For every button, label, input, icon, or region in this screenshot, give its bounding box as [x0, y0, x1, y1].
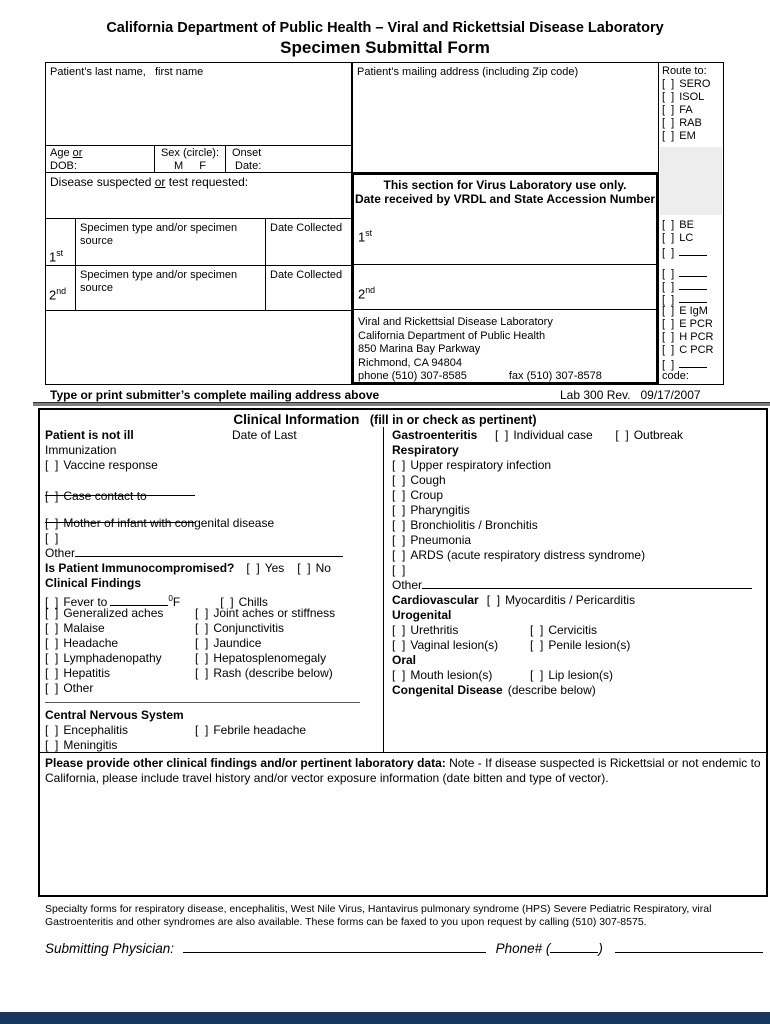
- checkbox-penile-lesions[interactable]: [530, 638, 543, 653]
- findings-row: [ ]Mouth lesion(s) [ ] Lip lesion(s): [392, 668, 764, 683]
- checkbox-mouth-lesions[interactable]: [392, 668, 405, 683]
- meningitis-item: [ ]Meningitis: [45, 738, 377, 753]
- checkbox-outbreak[interactable]: [615, 428, 628, 443]
- window-edge-bar: [0, 1012, 770, 1024]
- checkbox-uri[interactable]: [392, 458, 405, 473]
- phone-write-in-line[interactable]: [615, 942, 763, 953]
- vrdl-address-line2: California Department of Public Health: [358, 329, 546, 342]
- blank-checkbox-item: [45, 531, 377, 546]
- fever-write-in-line[interactable]: [110, 595, 168, 606]
- patient-name-field[interactable]: [45, 62, 353, 146]
- sex-field[interactable]: [154, 145, 226, 173]
- route-option-rab: [ ]RAB: [662, 117, 710, 130]
- other-item: [45, 546, 377, 561]
- write-in-line[interactable]: [679, 245, 707, 256]
- route-option-blank: [662, 357, 713, 370]
- findings-row: [ ]Generalized aches [ ] Joint aches or stiffness: [45, 606, 377, 621]
- clinical-column-divider: [383, 427, 384, 752]
- checkbox-blank[interactable]: [662, 247, 674, 260]
- cardiovascular-row: Cardiovascular [ ] Myocarditis / Pericarditis: [392, 593, 764, 608]
- vrdl-address-block: [358, 316, 602, 384]
- virus-lab-row1-label: 1st: [358, 228, 373, 245]
- checkbox-joint-aches[interactable]: [195, 606, 208, 621]
- patient-address-field[interactable]: [351, 62, 659, 173]
- submitter-note: Type or print submitter’s complete mailing address above: [50, 388, 380, 402]
- checkbox-isol[interactable]: [662, 91, 674, 104]
- checkbox-blank[interactable]: [392, 563, 405, 578]
- write-in-line[interactable]: [679, 292, 707, 303]
- route-options-blanks: [662, 266, 713, 383]
- route-option-blank: [662, 292, 713, 305]
- specimen2-number-cell: 2nd: [45, 265, 76, 311]
- congenital-row: [392, 683, 764, 698]
- checkbox-pneumonia[interactable]: [392, 533, 405, 548]
- vrdl-address-line4: Richmond, CA 94804: [358, 356, 462, 369]
- onset-label: Onset: [232, 147, 262, 159]
- write-in-line[interactable]: [679, 357, 707, 368]
- other-findings-note-field[interactable]: [45, 756, 761, 786]
- phone-area-write-in-line[interactable]: [550, 942, 598, 953]
- route-to-label: Route to:: [662, 65, 707, 77]
- checkbox-mother-infant[interactable]: [45, 516, 58, 531]
- form-subtitle: Specimen Submittal Form: [280, 38, 490, 57]
- virus-lab-row2-label: 2nd: [358, 285, 376, 302]
- disease-label-suffix: test requested:: [165, 175, 249, 189]
- route-option-epcr: [ ]E PCR: [662, 318, 713, 331]
- age-label: Age: [50, 147, 73, 159]
- route-option-blank: [662, 245, 707, 258]
- specimen2-date-field[interactable]: [265, 265, 353, 311]
- route-option-fa: [ ]FA: [662, 104, 710, 117]
- checkbox-febrile-headache[interactable]: [195, 723, 208, 738]
- specimen-type-header: Specimen type and/or specimen source: [80, 222, 238, 247]
- oral-heading: Oral: [392, 653, 417, 667]
- virus-lab-divider1: [354, 264, 656, 265]
- checkbox-lymphadenopathy[interactable]: [45, 651, 58, 666]
- checkbox-em[interactable]: [662, 130, 674, 143]
- sex-option-f[interactable]: F: [199, 160, 206, 172]
- form-title: California Department of Public Health – Viral and Rickettsial Disease Laboratory: [106, 20, 664, 36]
- findings-row: [ ]Malaise [ ] Conjunctivitis: [45, 621, 377, 636]
- other-label: Other: [392, 578, 423, 592]
- congenital-note: (describe below): [507, 683, 596, 697]
- checkbox-lc[interactable]: [662, 232, 674, 245]
- other-item: [392, 578, 764, 593]
- findings-row: [ ]Hepatitis [ ] Rash (describe below): [45, 666, 377, 681]
- findings-row: [ ]Lymphadenopathy [ ] Hepatosplenomegaly: [45, 651, 377, 666]
- write-in-line[interactable]: [679, 266, 707, 277]
- clinical-findings-heading: Clinical Findings: [45, 576, 142, 590]
- write-in-line[interactable]: [679, 279, 707, 290]
- checkbox-vaccine-response[interactable]: [45, 458, 58, 473]
- specimen1-type-field[interactable]: [75, 218, 266, 266]
- virus-lab-header2: Date received by VRDL and State Accession Number: [354, 192, 656, 206]
- resp-item: [ ]Upper respiratory infection: [392, 458, 764, 473]
- vrdl-address-line1: Viral and Rickettsial Disease Laboratory: [358, 316, 553, 328]
- cns-divider: [45, 702, 360, 703]
- resp-item: [ ]Pharyngitis: [392, 503, 764, 518]
- route-option-eigm: [ ]E IgM: [662, 305, 713, 318]
- checkbox-fa[interactable]: [662, 104, 674, 117]
- checkbox-vaginal-lesions[interactable]: [392, 638, 405, 653]
- checkbox-other-finding[interactable]: [45, 681, 58, 696]
- checkbox-blank[interactable]: [45, 531, 58, 546]
- onset-date-label: Date:: [235, 160, 262, 172]
- route-option-em: [ ]EM: [662, 130, 710, 143]
- clinical-right-column: [392, 428, 764, 698]
- resp-item: [ ]Croup: [392, 488, 764, 503]
- note-section-divider: [40, 752, 766, 753]
- fever-item: [ ]Fever to $^0$F [ ] Chills: [45, 591, 377, 606]
- date-of-last-label: Date of Last: [232, 428, 297, 442]
- resp-item: [ ]ARDS (acute respiratory distress syndrome): [392, 548, 764, 563]
- cardiovascular-label: Cardiovascular: [392, 593, 479, 607]
- checkbox-headache[interactable]: [45, 636, 58, 651]
- other-findings-item: [ ]Other: [45, 681, 377, 696]
- no-label: No: [315, 561, 331, 575]
- specimen1-date-field[interactable]: [265, 218, 353, 266]
- specimen2-ordinal: 2: [49, 287, 57, 302]
- route-options-mid: [662, 219, 707, 258]
- checkbox-urethritis[interactable]: [392, 623, 405, 638]
- submitter-address-field[interactable]: [45, 310, 353, 385]
- findings-row: [ ]Urethritis [ ] Cervicitis: [392, 623, 764, 638]
- checkbox-cpcr[interactable]: [662, 344, 674, 357]
- checkbox-encephalitis[interactable]: [45, 723, 58, 738]
- checkbox-immunocompromised-no[interactable]: [297, 561, 310, 576]
- resp-item: [ ]Bronchiolitis / Bronchitis: [392, 518, 764, 533]
- clinical-subtitle: (fill in or check as pertinent): [369, 413, 537, 427]
- findings-row: [ ]Vaginal lesion(s) [ ] Penile lesion(s): [392, 638, 764, 653]
- checkbox-jaundice[interactable]: [195, 636, 208, 651]
- checkbox-malaise[interactable]: [45, 621, 58, 636]
- specimen-type-header2: Specimen type and/or specimen source: [80, 269, 238, 294]
- specimen2-type-field[interactable]: [75, 265, 266, 311]
- onset-date-field[interactable]: [225, 145, 353, 173]
- submitting-physician-row: [45, 941, 763, 956]
- checkbox-hepatitis[interactable]: [45, 666, 58, 681]
- age-dob-field[interactable]: [45, 145, 155, 173]
- route-option-be: [ ]BE: [662, 219, 707, 232]
- phone-label: Phone# (: [495, 941, 551, 956]
- respiratory-heading: Respiratory: [392, 443, 459, 457]
- route-option-cpcr: [ ]C PCR: [662, 344, 713, 357]
- dob-label: DOB:: [50, 160, 77, 172]
- checkbox-immunocompromised-yes[interactable]: [246, 561, 259, 576]
- phone-label-close: ): [598, 941, 603, 956]
- checkbox-bronchiolitis[interactable]: [392, 518, 405, 533]
- route-option-sero: [ ]SERO: [662, 78, 710, 91]
- specimen1-ordinal: 1: [49, 249, 57, 264]
- resp-item: [ ]Pneumonia: [392, 533, 764, 548]
- clinical-left-column: [45, 428, 377, 753]
- note-text: Note - If disease suspected is Rickettsial or not endemic to California, please include travel history and/or vector exposure information (date bitten and type of vector).: [45, 756, 761, 785]
- checkbox-rash[interactable]: [195, 666, 208, 681]
- fever-unit: F: [172, 595, 181, 609]
- immunocompromised-label: Is Patient Immunocompromised?: [45, 561, 235, 575]
- note-heading: Please provide other clinical findings and/or pertinent laboratory data:: [45, 756, 446, 770]
- fever-label: Fever to: [63, 595, 108, 609]
- checkbox-ards[interactable]: [392, 548, 405, 563]
- findings-row: [ ]Headache [ ] Jaundice: [45, 636, 377, 651]
- checkbox-sero[interactable]: [662, 78, 674, 91]
- findings-row: [ ]Encephalitis [ ] Febrile headache: [45, 723, 377, 738]
- cns-heading: Central Nervous System: [45, 708, 184, 722]
- disease-suspected-field[interactable]: [45, 172, 353, 219]
- checkbox-hepatosplenomegaly[interactable]: [195, 651, 208, 666]
- disease-label: Disease suspected: [50, 175, 155, 189]
- route-options: [662, 65, 710, 143]
- case-contact-item: [ ]Case contact to: [45, 489, 377, 504]
- checkbox-rab[interactable]: [662, 117, 674, 130]
- yes-label: Yes: [264, 561, 285, 575]
- sex-option-m[interactable]: M: [174, 160, 184, 172]
- sex-label: Sex (circle):: [160, 147, 220, 159]
- vaccine-response-item: [ ]Vaccine response: [45, 458, 377, 473]
- route-shaded-area: [660, 147, 722, 215]
- section-divider-rule: [33, 402, 770, 406]
- congenital-label: Congenital Disease: [392, 683, 503, 697]
- checkbox-be[interactable]: [662, 219, 674, 232]
- submitting-physician-label: Submitting Physician:: [45, 941, 175, 956]
- checkbox-croup[interactable]: [392, 488, 405, 503]
- clinical-header: [0, 411, 770, 429]
- age-or: or: [72, 147, 83, 159]
- vrdl-fax: fax (510) 307-8578: [508, 370, 602, 382]
- write-in-line[interactable]: [422, 578, 752, 589]
- gastroenteritis-label: Gastroenteritis: [392, 428, 478, 442]
- checkbox-hpcr[interactable]: [662, 331, 674, 344]
- route-option-lc: [ ]LC: [662, 232, 707, 245]
- other-label: Other: [45, 546, 76, 560]
- write-in-line[interactable]: [75, 546, 343, 557]
- checkbox-conjunctivitis[interactable]: [195, 621, 208, 636]
- disease-or: or: [154, 175, 166, 189]
- date-collected-header: Date Collected: [270, 222, 343, 234]
- patient-name-label: Patient’s last name, first name: [50, 66, 204, 78]
- checkbox-myocarditis[interactable]: [487, 593, 500, 608]
- checkbox-epcr[interactable]: [662, 318, 674, 331]
- form-revision: Lab 300 Rev. 09/17/2007: [560, 388, 701, 402]
- checkbox-individual-case[interactable]: [495, 428, 508, 443]
- date-collected-header2: Date Collected: [270, 269, 343, 281]
- mother-infant-item: [ ]Mother of infant with congenital disease: [45, 516, 377, 531]
- checkbox-case-contact[interactable]: [45, 489, 58, 504]
- immunization-label: Immunization: [45, 443, 117, 457]
- patient-address-label: Patient’s mailing address (including Zip code): [357, 66, 579, 78]
- blank-checkbox-item: [392, 563, 764, 578]
- gastroenteritis-row: Gastroenteritis [ ] Individual case [ ] Outbreak: [392, 428, 764, 443]
- urogenital-heading: Urogenital: [392, 608, 452, 622]
- vrdl-phone: phone (510) 307-8585: [358, 370, 467, 382]
- route-option-isol: [ ]ISOL: [662, 91, 710, 104]
- checkbox-cough[interactable]: [392, 473, 405, 488]
- checkbox-cervicitis[interactable]: [530, 623, 543, 638]
- route-code-label: code:: [662, 370, 689, 382]
- checkbox-generalized-aches[interactable]: [45, 606, 58, 621]
- resp-item: [ ]Cough: [392, 473, 764, 488]
- checkbox-meningitis[interactable]: [45, 738, 58, 753]
- specialty-forms-note: Specialty forms for respiratory disease, encephalitis, West Nile Virus, Hantavirus pulmonary syndrome (HPS) Severe Pediatric Respiratory, viral Gastroenteritis and other syndromes are also available. These forms can be faxed to you upon request by calling (510) 307-8575.: [45, 903, 712, 928]
- chills-label: Chills: [238, 595, 268, 609]
- physician-write-in-line[interactable]: [183, 942, 486, 953]
- checkbox-lip-lesions[interactable]: [530, 668, 543, 683]
- clinical-title: Clinical Information: [233, 412, 360, 427]
- virus-lab-header1: This section for Virus Laboratory use only.: [383, 178, 627, 192]
- checkbox-eigm[interactable]: [662, 305, 674, 318]
- immunocompromised-item: [45, 561, 377, 576]
- checkbox-pharyngitis[interactable]: [392, 503, 405, 518]
- specimen1-number-cell: 1st: [45, 218, 76, 266]
- patient-not-ill-label: Patient is not ill: [45, 428, 134, 442]
- vrdl-address-line3: 850 Marina Bay Parkway: [358, 343, 481, 355]
- virus-lab-divider2: [354, 309, 656, 310]
- route-option-blank: [662, 266, 713, 279]
- route-option-blank: [662, 279, 713, 292]
- route-option-hpcr: [ ]H PCR: [662, 331, 713, 344]
